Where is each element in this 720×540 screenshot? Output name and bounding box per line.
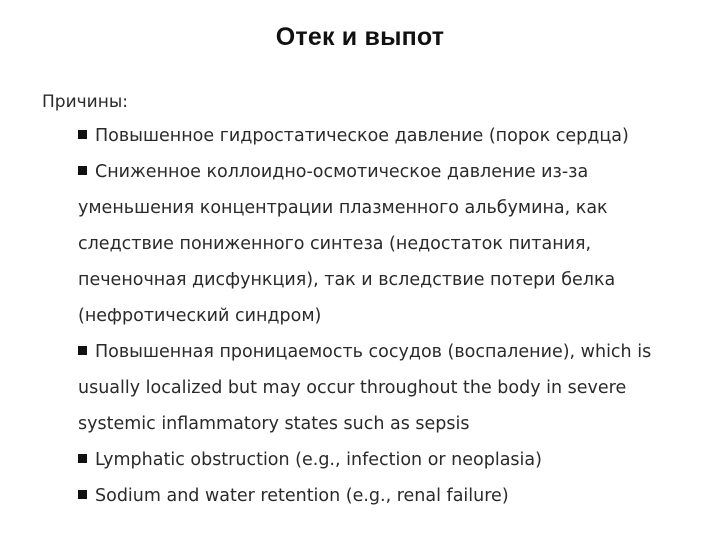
list-item-line (78, 334, 718, 370)
list-item-line: (нефротический синдром) (78, 306, 322, 326)
square-bullet-icon (78, 346, 87, 355)
list-item-line: usually localized but may occur throughout the body in severe (78, 378, 627, 398)
list-item-line (78, 154, 718, 190)
list-item (78, 154, 718, 334)
square-bullet-icon (78, 130, 87, 139)
slide-title: Отек и выпот (275, 23, 445, 51)
list-item-text: Повышенная проницаемость сосудов (воспаление), which is (95, 342, 652, 362)
list-item-line: печеночная дисфункция), так и вследствие потери белка (78, 270, 616, 290)
list-item (78, 334, 718, 442)
list-item (78, 118, 718, 154)
square-bullet-icon (78, 490, 87, 499)
list-item-line (78, 118, 718, 154)
list-item-text: Повышенное гидростатическое давление (порок сердца) (95, 126, 629, 146)
list-item-text: Sodium and water retention (e.g., renal failure) (95, 486, 509, 506)
list-item-line (78, 478, 718, 514)
list-item-text: Сниженное коллоидно-осмотическое давление из-за (95, 162, 589, 182)
causes-heading: Причины: (42, 92, 128, 112)
list-item (78, 442, 718, 478)
list-item-line: следствие пониженного синтеза (недостаток питания, (78, 234, 592, 254)
list-item-text: Lymphatic obstruction (e.g., infection or neoplasia) (95, 450, 542, 470)
list-item-line: уменьшения концентрации плазменного альбумина, как (78, 198, 608, 218)
square-bullet-icon (78, 166, 87, 175)
list-item (78, 478, 718, 514)
square-bullet-icon (78, 454, 87, 463)
list-item-line: systemic inflammatory states such as sepsis (78, 414, 470, 434)
causes-list (78, 118, 718, 514)
list-item-line (78, 442, 718, 478)
